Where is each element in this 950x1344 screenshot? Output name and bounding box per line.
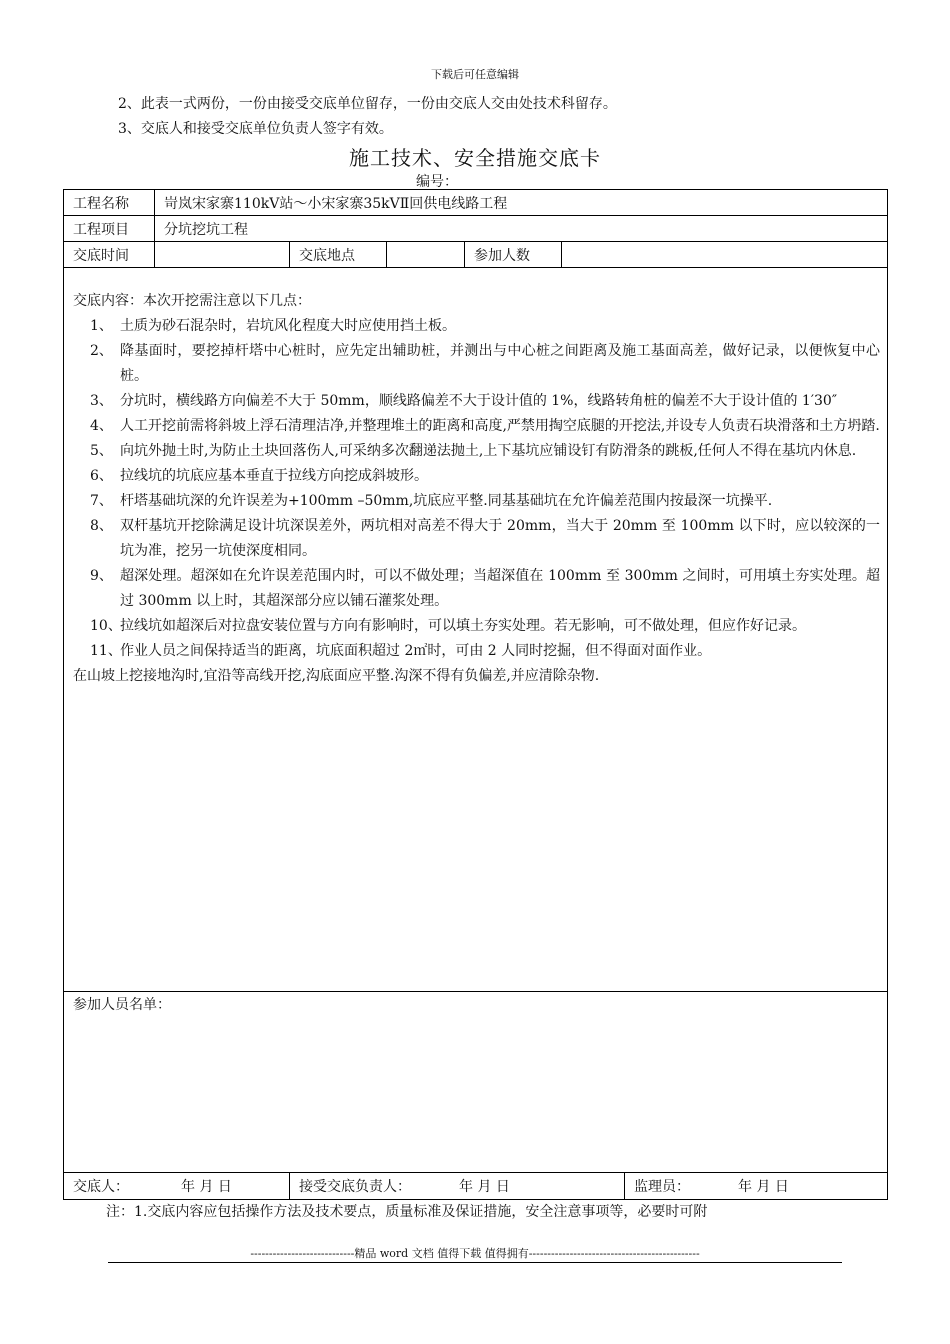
content-item: 11、 作业人员之间保持适当的距离，坑底面积超过 2㎡时，可由 2 人同时挖掘，但不得面对面作业。: [90, 643, 712, 659]
briefing-time-label: 交底时间: [64, 242, 155, 268]
project-name-label: 工程名称: [64, 190, 155, 216]
content-tail: 在山坡上挖接地沟时,宜沿等高线开挖,沟底面应平整.沟深不得有负偏差,并应清除杂物.: [73, 668, 600, 684]
participant-count-value: [562, 242, 888, 268]
briefing-card-table: [63, 189, 888, 1200]
participants-cell: [64, 992, 888, 1173]
content-item: 2、 降基面时，要挖掉杆塔中心桩时，应先定出辅助桩，并测出与中心桩之间距离及施工基面高差，做好记录，以便恢复中心桩。: [90, 343, 880, 384]
supervisor-label: 监理员：: [634, 1179, 690, 1195]
briefing-content-cell: [64, 268, 888, 992]
presenter-signature-cell: [64, 1173, 290, 1200]
footer-rule: [108, 1262, 842, 1263]
briefing-content: [73, 289, 880, 689]
presenter-date: 年 月 日: [181, 1179, 232, 1195]
footer-note: 注：1.交底内容应包括操作方法及技术要点，质量标准及保证措施，安全注意事项等，必要时可附: [106, 1204, 708, 1220]
previous-note-3: 3、交底人和接受交底单位负责人签字有效。: [118, 121, 393, 137]
project-name-value: 岢岚宋家寨110kV站～小宋家寨35kVⅡ回供电线路工程: [155, 190, 888, 216]
content-item: 4、 人工开挖前需将斜坡上浮石清理洁净,并整理堆土的距离和高度,严禁用掏空底腿的开挖法,并设专人负责石块滑落和土方坍踏.: [90, 418, 880, 434]
briefing-time-value: [155, 242, 290, 268]
participant-count-label: 参加人数: [465, 242, 562, 268]
project-item-value: 分坑挖坑工程: [155, 216, 888, 242]
footer-watermark-line: ----------------------------精品 word 文档 值得下载 值得拥有----------------------------------------------: [250, 1247, 700, 1260]
content-item: 6、 拉线坑的坑底应基本垂直于拉线方向挖成斜坡形。: [90, 468, 428, 484]
content-item: 7、 杆塔基础坑深的允许误差为+100mm –50mm,坑底应平整.同基基础坑在允许偏差范围内按最深一坑操平.: [90, 493, 773, 509]
supervisor-date: 年 月 日: [738, 1179, 789, 1195]
briefing-place-value: [387, 242, 465, 268]
content-item: 1、 土质为砂石混杂时，岩坑风化程度大时应使用挡土板。: [90, 318, 456, 334]
page-header-note: 下载后可任意编辑: [431, 68, 519, 81]
participants-label: 参加人员名单：: [73, 997, 171, 1013]
project-item-label: 工程项目: [64, 216, 155, 242]
content-item: 3、 分坑时，横线路方向偏差不大于 50mm，顺线路偏差不大于设计值的 1%，线路转角桩的偏差不大于设计值的 1′30″: [90, 393, 838, 409]
content-item: 5、 向坑外抛土时,为防止土块回落伤人,可采纳多次翻递法抛土,上下基坑应铺设钉有防滑条的跳板,任何人不得在基坑内休息.: [90, 443, 857, 459]
presenter-label: 交底人：: [73, 1179, 129, 1195]
content-item: 9、 超深处理。超深如在允许误差范围内时，可以不做处理；当超深值在 100mm 至 300mm 之间时，可用填土夯实处理。超过 300mm 以上时，其超深部分应以铺石灌浆处理。: [90, 568, 880, 609]
content-item: 10、 拉线坑如超深后对拉盘安装位置与方向有影响时，可以填土夯实处理。若无影响，可不做处理，但应作好记录。: [90, 618, 806, 634]
receiver-date: 年 月 日: [459, 1179, 510, 1195]
receiver-signature-cell: [290, 1173, 625, 1200]
receiver-label: 接受交底负责人：: [299, 1179, 411, 1195]
page-title: 施工技术、安全措施交底卡: [349, 146, 601, 170]
content-intro: 交底内容：本次开挖需注意以下几点：: [73, 293, 311, 309]
supervisor-signature-cell: [625, 1173, 888, 1200]
briefing-place-label: 交底地点: [290, 242, 387, 268]
previous-note-2: 2、此表一式两份，一份由接受交底单位留存，一份由交底人交由处技术科留存。: [118, 96, 617, 112]
serial-number-label: 编号：: [416, 174, 458, 190]
content-item: 8、 双杆基坑开挖除满足设计坑深误差外，两坑相对高差不得大于 20mm，当大于 20mm 至 100mm 以下时，应以较深的一坑为准，挖另一坑使深度相同。: [90, 518, 880, 559]
